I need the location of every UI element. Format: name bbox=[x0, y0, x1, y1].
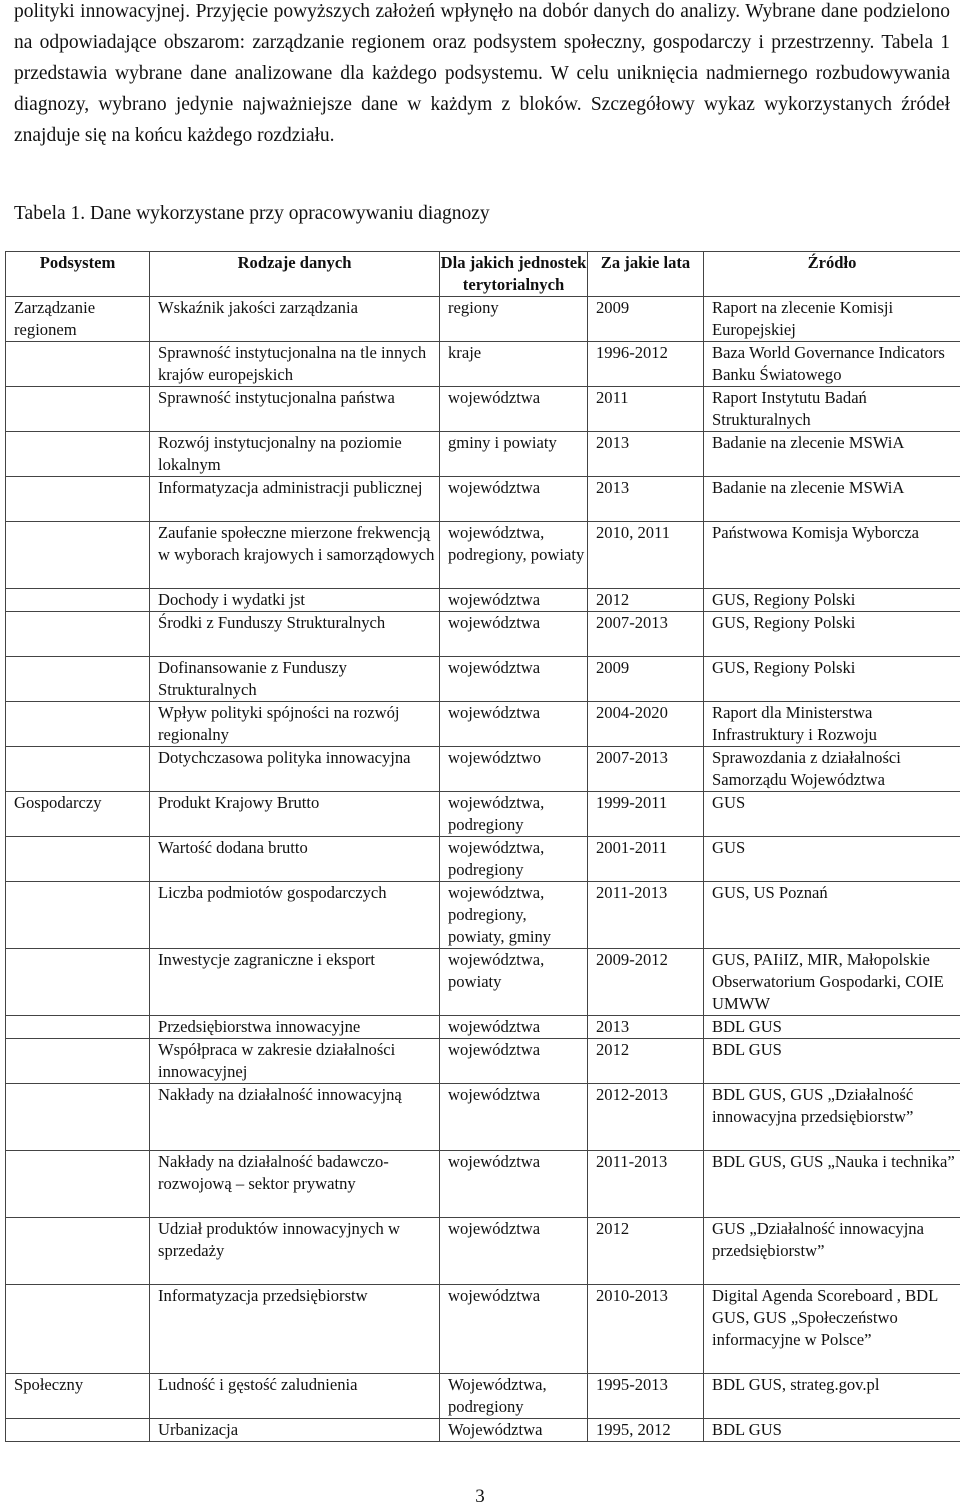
cell-data-type: Urbanizacja bbox=[150, 1419, 440, 1442]
cell-years: 2001-2011 bbox=[588, 837, 704, 882]
cell-years: 2007-2013 bbox=[588, 747, 704, 792]
cell-units: województwa, podregiony, powiaty bbox=[440, 522, 588, 589]
cell-data-type: Dofinansowanie z Funduszy Strukturalnych bbox=[150, 657, 440, 702]
cell-source: Badanie na zlecenie MSWiA bbox=[704, 432, 960, 477]
cell-units: województwa bbox=[440, 477, 588, 522]
cell-subsystem bbox=[6, 882, 150, 949]
cell-data-type: Środki z Funduszy Strukturalnych bbox=[150, 612, 440, 657]
table-row bbox=[6, 1151, 960, 1218]
cell-years: 2011-2013 bbox=[588, 1151, 704, 1218]
cell-subsystem bbox=[6, 702, 150, 747]
cell-years: 1995, 2012 bbox=[588, 1419, 704, 1442]
table-row bbox=[6, 882, 960, 949]
cell-source: Raport Instytutu Badań Strukturalnych bbox=[704, 387, 960, 432]
cell-data-type: Inwestycje zagraniczne i eksport bbox=[150, 949, 440, 1016]
cell-years: 2009 bbox=[588, 657, 704, 702]
cell-source: Państwowa Komisja Wyborcza bbox=[704, 522, 960, 589]
cell-years: 2007-2013 bbox=[588, 612, 704, 657]
table-row bbox=[6, 1039, 960, 1084]
cell-data-type: Współpraca w zakresie działalności innowacyjnej bbox=[150, 1039, 440, 1084]
cell-subsystem bbox=[6, 1419, 150, 1442]
cell-units: województwa bbox=[440, 1151, 588, 1218]
cell-years: 2013 bbox=[588, 477, 704, 522]
header-rodzaje-danych: Rodzaje danych bbox=[150, 252, 440, 297]
cell-subsystem: Gospodarczy bbox=[6, 792, 150, 837]
table-row bbox=[6, 1084, 960, 1151]
cell-subsystem bbox=[6, 1016, 150, 1039]
cell-subsystem bbox=[6, 1285, 150, 1374]
table-row bbox=[6, 1218, 960, 1285]
page-number: 3 bbox=[475, 1486, 485, 1507]
intro-paragraph: polityki innowacyjnej. Przyjęcie powyższych założeń wpłynęło na dobór danych do analizy. Wybrane dane podzielono na odpowiadające obszarom: zarządzanie regionem oraz podsystem społeczny, gospodarczy i przestrzenny. Tabela 1 przedstawia wybrane dane analizowane dla każdego podsystemu. W celu uniknięcia nadmiernego rozbudowywania diagnozy, wybrano jedynie najważniejsze dane w każdym z bloków. Szczegółowy wykaz wykorzystanych źródeł znajduje się na końcu każdego rozdziału. bbox=[14, 1, 950, 146]
table-row bbox=[6, 432, 960, 477]
cell-units: województwa bbox=[440, 1039, 588, 1084]
data-sources-table bbox=[5, 251, 960, 1442]
cell-subsystem bbox=[6, 949, 150, 1016]
cell-years: 2012 bbox=[588, 1218, 704, 1285]
cell-data-type: Produkt Krajowy Brutto bbox=[150, 792, 440, 837]
cell-source: GUS, US Poznań bbox=[704, 882, 960, 949]
cell-subsystem bbox=[6, 747, 150, 792]
table-row bbox=[6, 1016, 960, 1039]
cell-subsystem bbox=[6, 1151, 150, 1218]
cell-units: województwa bbox=[440, 657, 588, 702]
cell-data-type: Informatyzacja administracji publicznej bbox=[150, 477, 440, 522]
cell-units: województwa, podregiony, powiaty, gminy bbox=[440, 882, 588, 949]
table-row bbox=[6, 657, 960, 702]
table-row bbox=[6, 949, 960, 1016]
cell-years: 2012 bbox=[588, 589, 704, 612]
cell-source: BDL GUS bbox=[704, 1419, 960, 1442]
cell-data-type: Nakłady na działalność badawczo-rozwojową – sektor prywatny bbox=[150, 1151, 440, 1218]
cell-source: Sprawozdania z działalności Samorządu Województwa bbox=[704, 747, 960, 792]
cell-data-type: Informatyzacja przedsiębiorstw bbox=[150, 1285, 440, 1374]
header-zrodlo: Źródło bbox=[704, 252, 960, 297]
header-podsystem: Podsystem bbox=[6, 252, 150, 297]
cell-source: Raport dla Ministerstwa Infrastruktury i Rozwoju bbox=[704, 702, 960, 747]
cell-units: województwa, podregiony bbox=[440, 837, 588, 882]
cell-data-type: Udział produktów innowacyjnych w sprzedaży bbox=[150, 1218, 440, 1285]
cell-source: GUS bbox=[704, 792, 960, 837]
cell-units: województwa bbox=[440, 1285, 588, 1374]
cell-years: 2009-2012 bbox=[588, 949, 704, 1016]
table-row bbox=[6, 702, 960, 747]
cell-subsystem bbox=[6, 1039, 150, 1084]
cell-years: 1996-2012 bbox=[588, 342, 704, 387]
table-row bbox=[6, 387, 960, 432]
cell-source: Raport na zlecenie Komisji Europejskiej bbox=[704, 297, 960, 342]
cell-source: GUS, PAIiIZ, MIR, Małopolskie Obserwatorium Gospodarki, COIE UMWW bbox=[704, 949, 960, 1016]
cell-subsystem bbox=[6, 589, 150, 612]
cell-years: 2012-2013 bbox=[588, 1084, 704, 1151]
cell-units: województwa bbox=[440, 612, 588, 657]
cell-years: 2013 bbox=[588, 432, 704, 477]
cell-data-type: Ludność i gęstość zaludnienia bbox=[150, 1374, 440, 1419]
cell-subsystem bbox=[6, 612, 150, 657]
cell-data-type: Zaufanie społeczne mierzone frekwencją w wyborach krajowych i samorządowych bbox=[150, 522, 440, 589]
cell-source: BDL GUS, GUS „Działalność innowacyjna przedsiębiorstw” bbox=[704, 1084, 960, 1151]
table-row bbox=[6, 1419, 960, 1442]
cell-units: Województwa, podregiony bbox=[440, 1374, 588, 1419]
cell-data-type: Wartość dodana brutto bbox=[150, 837, 440, 882]
cell-data-type: Liczba podmiotów gospodarczych bbox=[150, 882, 440, 949]
cell-subsystem: Społeczny bbox=[6, 1374, 150, 1419]
cell-subsystem bbox=[6, 432, 150, 477]
cell-source: GUS, Regiony Polski bbox=[704, 589, 960, 612]
header-jednostki: Dla jakich jednostek terytorialnych bbox=[440, 252, 588, 297]
cell-source: BDL GUS, strateg.gov.pl bbox=[704, 1374, 960, 1419]
table-row bbox=[6, 342, 960, 387]
cell-years: 2010-2013 bbox=[588, 1285, 704, 1374]
cell-source: BDL GUS bbox=[704, 1016, 960, 1039]
cell-data-type: Wpływ polityki spójności na rozwój regionalny bbox=[150, 702, 440, 747]
table-row bbox=[6, 1374, 960, 1419]
cell-data-type: Przedsiębiorstwa innowacyjne bbox=[150, 1016, 440, 1039]
cell-units: województwa bbox=[440, 1016, 588, 1039]
cell-subsystem bbox=[6, 837, 150, 882]
cell-years: 2012 bbox=[588, 1039, 704, 1084]
cell-source: GUS bbox=[704, 837, 960, 882]
cell-units: województwa bbox=[440, 387, 588, 432]
cell-units: województwa bbox=[440, 1218, 588, 1285]
cell-subsystem bbox=[6, 477, 150, 522]
table-row bbox=[6, 522, 960, 589]
cell-subsystem bbox=[6, 1218, 150, 1285]
cell-source: GUS „Działalność innowacyjna przedsiębiorstw” bbox=[704, 1218, 960, 1285]
cell-units: województwa, powiaty bbox=[440, 949, 588, 1016]
cell-subsystem bbox=[6, 1084, 150, 1151]
cell-data-type: Dotychczasowa polityka innowacyjna bbox=[150, 747, 440, 792]
cell-years: 2013 bbox=[588, 1016, 704, 1039]
table-caption: Tabela 1. Dane wykorzystane przy opracowywaniu diagnozy bbox=[14, 203, 490, 224]
table-body bbox=[6, 297, 960, 1442]
cell-units: regiony bbox=[440, 297, 588, 342]
cell-units: kraje bbox=[440, 342, 588, 387]
cell-subsystem bbox=[6, 387, 150, 432]
cell-data-type: Sprawność instytucjonalna na tle innych krajów europejskich bbox=[150, 342, 440, 387]
table-row bbox=[6, 589, 960, 612]
cell-subsystem bbox=[6, 342, 150, 387]
cell-source: GUS, Regiony Polski bbox=[704, 612, 960, 657]
cell-subsystem: Zarządzanie regionem bbox=[6, 297, 150, 342]
cell-source: BDL GUS bbox=[704, 1039, 960, 1084]
cell-units: województwa, podregiony bbox=[440, 792, 588, 837]
cell-data-type: Dochody i wydatki jst bbox=[150, 589, 440, 612]
cell-units: Województwa bbox=[440, 1419, 588, 1442]
table-row bbox=[6, 612, 960, 657]
header-lata: Za jakie lata bbox=[588, 252, 704, 297]
cell-units: województwa bbox=[440, 1084, 588, 1151]
cell-subsystem bbox=[6, 657, 150, 702]
table-row bbox=[6, 477, 960, 522]
cell-units: województwa bbox=[440, 589, 588, 612]
table-row bbox=[6, 747, 960, 792]
table-header-row bbox=[6, 252, 960, 297]
cell-data-type: Nakłady na działalność innowacyjną bbox=[150, 1084, 440, 1151]
cell-years: 2011 bbox=[588, 387, 704, 432]
cell-data-type: Sprawność instytucjonalna państwa bbox=[150, 387, 440, 432]
cell-years: 1995-2013 bbox=[588, 1374, 704, 1419]
table-row bbox=[6, 792, 960, 837]
cell-units: województwo bbox=[440, 747, 588, 792]
cell-years: 1999-2011 bbox=[588, 792, 704, 837]
cell-data-type: Rozwój instytucjonalny na poziomie lokalnym bbox=[150, 432, 440, 477]
cell-subsystem bbox=[6, 522, 150, 589]
cell-source: Baza World Governance Indicators Banku Światowego bbox=[704, 342, 960, 387]
cell-source: Digital Agenda Scoreboard , BDL GUS, GUS „Społeczeństwo informacyjne w Polsce” bbox=[704, 1285, 960, 1374]
cell-years: 2010, 2011 bbox=[588, 522, 704, 589]
table-row bbox=[6, 1285, 960, 1374]
cell-source: Badanie na zlecenie MSWiA bbox=[704, 477, 960, 522]
table-row bbox=[6, 297, 960, 342]
cell-data-type: Wskaźnik jakości zarządzania bbox=[150, 297, 440, 342]
cell-units: województwa bbox=[440, 702, 588, 747]
cell-source: BDL GUS, GUS „Nauka i technika” bbox=[704, 1151, 960, 1218]
cell-units: gminy i powiaty bbox=[440, 432, 588, 477]
table-row bbox=[6, 837, 960, 882]
cell-source: GUS, Regiony Polski bbox=[704, 657, 960, 702]
cell-years: 2011-2013 bbox=[588, 882, 704, 949]
cell-years: 2004-2020 bbox=[588, 702, 704, 747]
cell-years: 2009 bbox=[588, 297, 704, 342]
